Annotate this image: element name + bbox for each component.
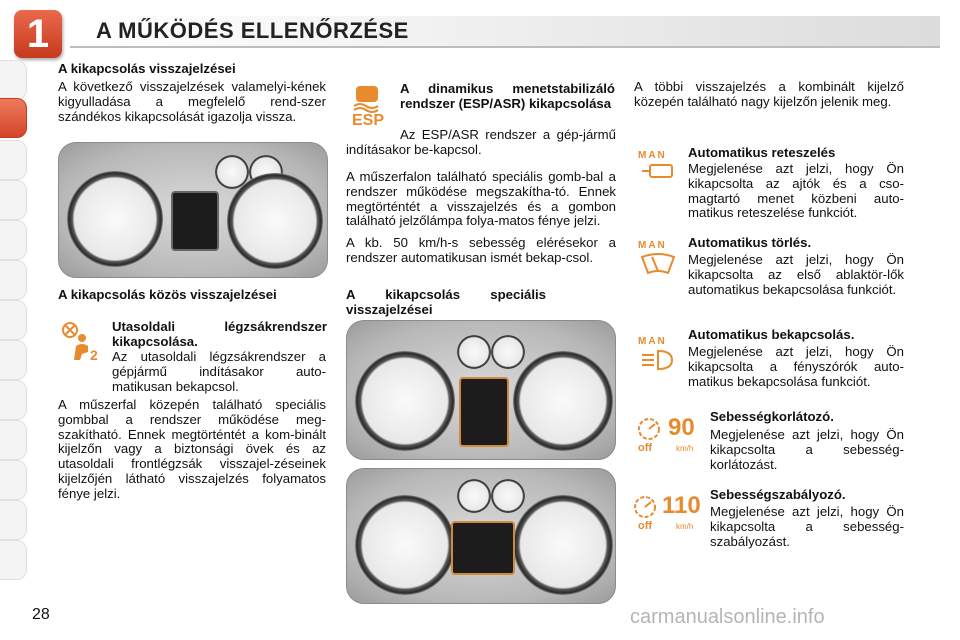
center-display xyxy=(459,377,509,447)
esp-label: ESP xyxy=(352,112,385,129)
side-tab-strip xyxy=(0,60,30,580)
temperature-gauge xyxy=(457,335,491,369)
airbag-title: Utasoldali légzsákrendszer kikapcsolása. xyxy=(112,319,327,349)
col3-intro: A többi visszajelzés a kombinált kijelző közepén található nagy kijelzőn jelenik meg. xyxy=(634,79,904,109)
speed-limiter-value: 90 xyxy=(668,414,695,441)
airbag-text: Az utasoldali légzsákrendszer a gépjármű indításakor auto-matikusan bekapcsol. xyxy=(112,349,326,394)
temperature-gauge xyxy=(457,479,491,513)
auto-wipe-title: Automatikus törlés. xyxy=(688,235,812,250)
man-label: MAN xyxy=(638,150,667,161)
side-tab[interactable] xyxy=(0,220,27,260)
auto-lock-title: Automatikus reteszelés xyxy=(688,145,836,160)
speedometer-gauge xyxy=(513,351,613,451)
side-tab[interactable] xyxy=(0,260,27,300)
cruise-control-text: Megjelenése azt jelzi, hogy Ön kikapcsolta a sebesség-szabályozást. xyxy=(710,504,904,549)
tachometer-gauge xyxy=(67,171,163,267)
watermark: carmanualsonline.info xyxy=(630,606,825,628)
speed-limiter-title: Sebességkorlátozó. xyxy=(710,409,834,424)
speedometer-gauge xyxy=(227,173,323,269)
auto-wipe-text: Megjelenése azt jelzi, hogy Ön kikapcsolta az első ablaktör-lők automatikus bekapcsolása funkciót. xyxy=(688,252,904,297)
auto-lock-off-icon xyxy=(638,150,678,190)
side-tab[interactable] xyxy=(0,180,27,220)
side-tab-active[interactable] xyxy=(0,98,27,138)
center-display xyxy=(451,521,515,575)
speed-limiter-off-icon xyxy=(636,414,706,458)
auto-lights-off-icon xyxy=(638,336,678,376)
instrument-cluster-image xyxy=(346,468,616,604)
esp-text1: Az ESP/ASR rendszer a gép-jármű indításakor be-kapcsol. xyxy=(346,127,616,157)
side-tab[interactable] xyxy=(0,500,27,540)
esp-title: A dinamikus menetstabilizáló rendszer (ESP/ASR) kikapcsolása xyxy=(400,81,615,111)
cruise-control-value: 110 xyxy=(662,492,701,519)
cruise-control-title: Sebességszabályozó. xyxy=(710,487,846,502)
page-title: A MŰKÖDÉS ELLENŐRZÉSE xyxy=(96,18,409,43)
instrument-cluster-image xyxy=(58,142,328,278)
cruise-control-unit: km/h xyxy=(676,522,694,531)
tachometer-gauge xyxy=(355,495,455,595)
esp-text2: A műszerfalon található speciális gomb-bal a rendszer működése megszakítha-tó. Ennek megtörténtét a visszajelzés és a gombon található jelzőlámpa folya-matos fénye jelzi. xyxy=(346,169,616,229)
col1-intro: A következő visszajelzések valamelyi-kének kigyulladása a megfelelő rend-szer szándékos kikapcsolását igazolja vissza. xyxy=(58,79,326,124)
airbag-off-icon xyxy=(60,320,104,364)
special-heading: A kikapcsolás speciális visszajelzései xyxy=(346,287,546,317)
cruise-control-off-label: off xyxy=(638,520,653,532)
speed-limiter-off-label: off xyxy=(638,442,653,454)
auto-wipe-off-icon xyxy=(638,240,678,280)
common-heading: A kikapcsolás közös visszajelzései xyxy=(58,287,277,302)
cruise-control-off-icon xyxy=(632,492,706,536)
fuel-gauge xyxy=(491,479,525,513)
side-tab[interactable] xyxy=(0,460,27,500)
man-label: MAN xyxy=(638,240,667,251)
instrument-cluster-image xyxy=(346,320,616,460)
side-tab[interactable] xyxy=(0,340,27,380)
auto-lock-text: Megjelenése azt jelzi, hogy Ön kikapcsolta az ajtók és a cso-magtartó menet közbeni auto-matikus reteszelése funkciót. xyxy=(688,161,904,221)
side-tab[interactable] xyxy=(0,420,27,460)
center-display xyxy=(171,191,219,251)
tachometer-gauge xyxy=(355,351,455,451)
auto-lights-title: Automatikus bekapcsolás. xyxy=(688,327,855,342)
side-tab[interactable] xyxy=(0,300,27,340)
chapter-badge: 1 xyxy=(14,10,62,58)
esp-text3: A kb. 50 km/h-s sebesség elérésekor a rendszer automatikusan ismét bekap-csol. xyxy=(346,235,616,265)
speed-limiter-text: Megjelenése azt jelzi, hogy Ön kikapcsolta a sebesség-korlátozást. xyxy=(710,427,904,472)
page-number: 28 xyxy=(32,606,50,623)
side-tab[interactable] xyxy=(0,380,27,420)
side-tab[interactable] xyxy=(0,60,27,100)
speedometer-gauge xyxy=(513,495,613,595)
svg-text:2: 2 xyxy=(90,347,98,363)
speed-limiter-unit: km/h xyxy=(676,444,694,453)
man-label: MAN xyxy=(638,336,667,347)
side-tab[interactable] xyxy=(0,140,27,180)
airbag-note: A műszerfal közepén található speciális gombbal a rendszer működése meg-szakítható. Ennek megtörténtét a kom-binált kijelzőn vagy a biztonsági övek és az utasoldali frontlégzsák visszajel-zéseinek kijelzőjén látható visszajelzés folyamatos fénye jelzi. xyxy=(58,397,326,501)
auto-lights-text: Megjelenése azt jelzi, hogy Ön kikapcsolta a fényszórók auto-matikus bekapcsolása funkciót. xyxy=(688,344,904,389)
col1-heading: A kikapcsolás visszajelzései xyxy=(58,61,236,76)
side-tab[interactable] xyxy=(0,540,27,580)
fuel-gauge xyxy=(491,335,525,369)
